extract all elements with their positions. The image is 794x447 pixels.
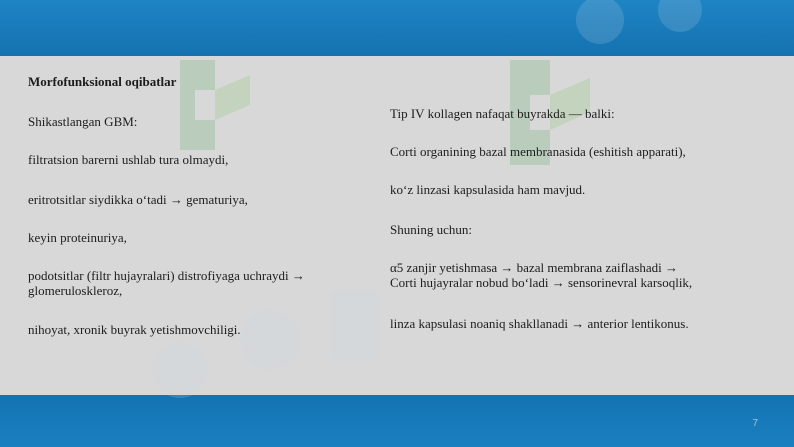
header-band <box>0 0 794 56</box>
list-item: nihoyat, xronik buyrak yetishmovchiligi. <box>28 322 241 337</box>
list-item: linza kapsulasi noaniq shakllanadi → anterior lentikonus. <box>390 316 689 331</box>
list-item: α5 zanjir yetishmasa → bazal membrana zaiflashadi → <box>390 260 679 275</box>
section-heading: Morfofunksional oqibatlar <box>28 74 177 89</box>
list-item: glomeruloskleroz, <box>28 283 123 298</box>
list-item: Tip IV kollagen nafaqat buyrakda — balki: <box>390 106 615 121</box>
page-number: 7 <box>752 418 758 429</box>
list-item: podotsitlar (filtr hujayralari) distrofiyaga uchraydi → <box>28 268 305 283</box>
list-item: Shikastlangan GBM: <box>28 114 138 129</box>
list-item: eritrotsitlar siydikka o‘tadi → gematuriya, <box>28 192 248 207</box>
list-item: Corti organining bazal membranasida (eshitish apparati), <box>390 144 686 159</box>
list-item: Shuning uchun: <box>390 222 472 237</box>
list-item: ko‘z linzasi kapsulasida ham mavjud. <box>390 182 586 197</box>
list-item: filtratsion barerni ushlab tura olmaydi, <box>28 152 229 167</box>
footer-band <box>0 395 794 447</box>
list-item: Corti hujayralar nobud bo‘ladi → sensorinevral karsoqlik, <box>390 275 693 290</box>
list-item: keyin proteinuriya, <box>28 230 127 245</box>
